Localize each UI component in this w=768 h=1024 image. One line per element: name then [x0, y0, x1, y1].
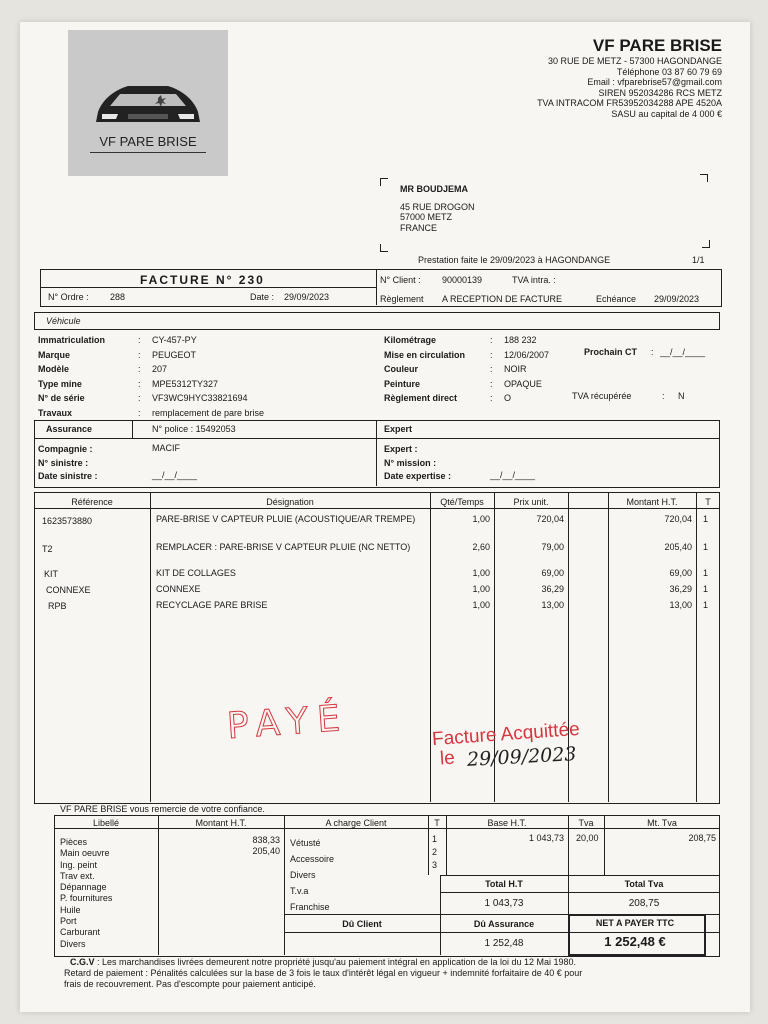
echeance-label: Echéance: [596, 294, 637, 304]
table-row-ref: T2: [42, 544, 53, 554]
t-item: 2: [432, 847, 438, 857]
table-row-ref: RPB: [48, 601, 67, 611]
company-name: VF PARE BRISE: [592, 36, 722, 55]
libelle-item: Huile: [60, 904, 81, 915]
total-ht-label: Total H.T: [485, 879, 523, 889]
header-amount: Montant H.T.: [626, 497, 678, 507]
logo-text: VF PARE BRISE: [99, 134, 197, 149]
mission-label: N° mission :: [384, 457, 437, 468]
du-assurance-label: Dû Assurance: [473, 919, 535, 929]
mec-value: 12/06/2007: [504, 349, 550, 360]
date-value: 29/09/2023: [284, 292, 330, 302]
ct-value: __/__/____: [660, 347, 706, 357]
address-corner-bl: [380, 244, 388, 252]
base-value: 1 043,73: [528, 833, 564, 843]
libelle-item: Ing. peint: [60, 859, 98, 870]
tva-recup-value: N: [678, 391, 685, 401]
police-value: N° police : 15492053: [152, 424, 236, 434]
du-assurance-value: 1 252,48: [484, 938, 524, 949]
assurance-label: Assurance: [46, 424, 93, 434]
total-tva-value: 208,75: [628, 898, 660, 909]
lines-table: [34, 492, 720, 804]
montant-header: Montant H.T.: [195, 818, 247, 828]
table-row-designation: RECYCLAGE PARE BRISE: [156, 600, 268, 610]
total-ht-value: 1 043,73: [484, 898, 524, 909]
table-row-designation: KIT DE COLLAGES: [156, 568, 236, 578]
address-corner-tr: [700, 174, 708, 182]
address-corner-tl: [380, 178, 388, 186]
header-qty: Qté/Temps: [440, 497, 484, 507]
client-city: 57000 METZ: [400, 212, 453, 222]
tva-recup-colon: :: [662, 391, 665, 401]
mt-tva: 208,75: [688, 833, 716, 843]
modele-label: Modèle: [38, 364, 70, 374]
table-row-unit-price: 13,00: [541, 600, 564, 610]
compagnie-value: MACIF: [152, 443, 180, 453]
vehicle-section-title: Véhicule: [46, 316, 81, 326]
immat-value: CY-457-PY: [152, 335, 197, 345]
table-row-amount: 205,40: [664, 542, 692, 552]
libelle-list: [60, 837, 112, 950]
colon: :: [138, 407, 141, 418]
colon: :: [490, 393, 493, 403]
peinture-value: OPAQUE: [504, 378, 542, 389]
vehicle-colons-left: [138, 333, 141, 420]
libelle-item: Pièces: [60, 837, 88, 847]
modele-value: 207: [152, 364, 168, 374]
client-address: [400, 184, 475, 233]
company-header: [537, 36, 722, 120]
travaux-value: remplacement de pare brise: [152, 407, 265, 418]
invoice-page: [20, 22, 750, 1012]
cgv-text-1: : Les marchandises livrées demeurent notre propriété jusqu'au paiement intégral en application de la loi du 12 Mai 1980.: [94, 957, 577, 967]
date-label: Date :: [250, 292, 275, 302]
totals-header-line: [54, 828, 720, 829]
col-divider-6: [696, 492, 697, 802]
base-header: Base H.T.: [487, 818, 527, 828]
net-value: 1 252,48 €: [604, 934, 666, 949]
col-divider-5: [608, 492, 609, 802]
couleur-value: NOIR: [504, 364, 527, 374]
client-name: MR BOUDJEMA: [400, 184, 469, 194]
invoice-title-underline: [40, 287, 376, 288]
table-row-unit-price: 36,29: [541, 584, 564, 594]
cgv-label: C.G.V: [70, 957, 95, 967]
client-country: FRANCE: [400, 222, 438, 233]
vehicle-labels-right: [384, 333, 465, 406]
company-logo: [68, 30, 228, 176]
table-row-ref: KIT: [44, 569, 59, 579]
tva-intra-label: TVA intra. :: [512, 275, 556, 285]
table-row-ref: CONNEXE: [46, 585, 91, 595]
vehicle-labels-left: [38, 333, 105, 420]
km-value: 188 232: [504, 335, 537, 345]
montant-item: 838,33: [252, 835, 280, 845]
car-icon: [88, 72, 208, 130]
charge-item: T.v.a: [290, 886, 309, 896]
thanks-line: VF PARE BRISE vous remercie de votre confiance.: [60, 804, 265, 814]
table-row-t: 1: [703, 584, 709, 594]
marque-value: PEUGEOT: [152, 349, 197, 360]
serie-value: VF3WC9HYC33821694: [152, 393, 248, 403]
tva-header: Tva: [578, 818, 594, 828]
libelle-item: P. fournitures: [60, 893, 113, 904]
libelle-header: Libellé: [92, 818, 120, 828]
paid-stamp: PAYÉ: [225, 697, 351, 748]
charge-item: Accessoire: [290, 854, 335, 864]
serie-label: N° de série: [38, 393, 85, 403]
table-row-amount: 720,04: [664, 514, 692, 524]
regl-direct-label: Règlement direct: [384, 393, 458, 403]
insurance-labels: [38, 443, 98, 484]
marque-label: Marque: [38, 349, 71, 360]
table-row-t: 1: [703, 600, 709, 610]
expert-label: Expert: [384, 424, 413, 434]
t-header: T: [434, 818, 440, 828]
address-corner-br: [702, 240, 710, 248]
travaux-label: Travaux: [38, 407, 73, 418]
ordre-label: N° Ordre :: [48, 292, 89, 302]
page-number: 1/1: [692, 255, 705, 265]
echeance-value: 29/09/2023: [654, 294, 700, 304]
t-list: [432, 833, 437, 872]
charge-list: [290, 835, 334, 915]
vehicle-colons-right: [490, 333, 493, 406]
compagnie-label: Compagnie :: [38, 444, 93, 454]
colon: :: [138, 349, 141, 360]
insurance-divider-b: [376, 420, 377, 486]
km-label: Kilométrage: [384, 335, 437, 345]
reglement-value: A RECEPTION DE FACTURE: [442, 294, 563, 304]
cgv-text-3: frais de recouvrement. Pas d'escompte pour paiement anticipé.: [64, 979, 316, 989]
table-row-qty: 1,00: [472, 584, 490, 594]
col-divider-2: [430, 492, 431, 802]
header-unit-price: Prix unit.: [513, 497, 549, 507]
charge-header: A charge Client: [325, 818, 387, 828]
date-expertise-label: Date expertise :: [384, 471, 452, 481]
table-row-unit-price: 69,00: [541, 568, 564, 578]
libelle-item: Main oeuvre: [60, 848, 110, 859]
tva-recup-label: TVA récupérée: [572, 391, 632, 401]
logo-underline: [90, 152, 206, 153]
table-row-t: 1: [703, 568, 709, 578]
company-email: Email : vfparebrise57@gmail.com: [587, 77, 722, 88]
t-item: 3: [432, 860, 438, 870]
immat-label: Immatriculation: [38, 335, 106, 345]
client-street: 45 RUE DROGON: [400, 201, 475, 212]
libelle-item: Carburant: [60, 927, 101, 938]
table-row-qty: 1,00: [472, 568, 490, 578]
table-row-designation: PARE-BRISE V CAPTEUR PLUIE (ACOUSTIQUE/AR TREMPE): [156, 514, 416, 524]
colon: :: [138, 393, 141, 403]
reglement-label: Règlement: [380, 294, 424, 304]
cgv-text-2: Retard de paiement : Pénalités calculées sur la base de 3 fois le taux d'intérêt légal en vigueur + indemnité forfaitaire de 40 € pour: [64, 968, 583, 978]
table-row-amount: 69,00: [669, 568, 692, 578]
handwritten-date: 29/09/2023: [466, 743, 578, 771]
table-row-t: 1: [703, 542, 709, 552]
colon: :: [138, 335, 141, 345]
date-sinistre-value: __/__/____: [152, 470, 198, 480]
ordre-value: 288: [110, 292, 126, 302]
charge-item: Divers: [290, 870, 316, 880]
table-row-qty: 2,60: [472, 542, 490, 552]
expert-labels: [384, 443, 451, 484]
vehicle-values-left: [152, 333, 264, 420]
ct-label: Prochain CT: [584, 347, 638, 357]
vehicle-values-right: [504, 333, 549, 406]
invoice-title: FACTURE N° 230: [140, 273, 265, 287]
insurance-box: [34, 420, 720, 488]
totals-divider-2: [284, 815, 285, 955]
table-row-unit-price: 79,00: [541, 542, 564, 552]
header-reference: Référence: [71, 497, 113, 507]
company-address: 30 RUE DE METZ - 57300 HAGONDANGE: [547, 56, 722, 66]
invoice-header-divider: [376, 269, 377, 305]
company-phone: Téléphone 03 87 60 79 69: [616, 66, 722, 77]
table-row-qty: 1,00: [472, 514, 490, 524]
table-row-amount: 13,00: [669, 600, 692, 610]
colon: :: [490, 335, 493, 345]
t-item: 1: [432, 834, 438, 844]
vehicle-section-header: [34, 312, 720, 330]
libelle-item: Divers: [60, 938, 86, 949]
table-row-designation: CONNEXE: [156, 584, 201, 594]
libelle-item: Trav ext.: [60, 870, 95, 881]
couleur-label: Couleur: [384, 364, 419, 374]
colon: :: [490, 378, 493, 389]
company-tva: TVA INTRACOM FR53952034288 APE 4520A: [537, 98, 722, 109]
client-no-value: 90000139: [442, 275, 483, 285]
client-no-label: N° Client :: [380, 275, 421, 285]
peinture-label: Peinture: [384, 378, 421, 389]
colon: :: [490, 349, 493, 360]
totals-line-a: [440, 875, 720, 876]
charge-item: Vétusté: [290, 838, 321, 848]
table-row-ref: 1623573880: [42, 516, 93, 526]
colon: :: [138, 378, 141, 389]
date-sinistre-label: Date sinistre :: [38, 471, 98, 481]
header-t: T: [705, 497, 711, 507]
net-label: NET A PAYER TTC: [595, 918, 675, 928]
libelle-item: Port: [60, 916, 77, 927]
table-row-amount: 36,29: [669, 584, 692, 594]
montant-list: [158, 835, 280, 857]
ct-colon: :: [651, 347, 654, 357]
table-row-unit-price: 720,04: [536, 514, 564, 524]
sinistre-label: N° sinistre :: [38, 457, 89, 468]
montant-item: 205,40: [252, 846, 280, 856]
totals-line-b: [440, 892, 720, 893]
company-capital: SASU au capital de 4 000 €: [611, 108, 722, 119]
du-client-label: Dû Client: [342, 919, 382, 929]
mttva-header: Mt. Tva: [647, 818, 677, 828]
libelle-item: Dépannage: [60, 882, 107, 893]
insurance-header-line: [34, 438, 720, 439]
table-row-designation: REMPLACER : PARE-BRISE V CAPTEUR PLUIE (NC NETTO): [156, 542, 411, 552]
regl-direct-value: O: [504, 393, 512, 403]
company-siren: SIREN 952034286 RCS METZ: [598, 87, 722, 98]
mec-label: Mise en circulation: [384, 349, 466, 360]
lines-header-line: [34, 508, 720, 509]
col-divider-1: [150, 492, 151, 802]
colon: :: [490, 364, 493, 374]
table-row-t: 1: [703, 514, 709, 524]
header-designation: Désignation: [266, 497, 314, 507]
prestation-line: Prestation faite le 29/09/2023 à HAGONDANGE: [418, 255, 611, 265]
tva-rate: 20,00: [576, 833, 599, 843]
colon: :: [138, 364, 141, 374]
cgv-block: [64, 957, 724, 990]
type-value: MPE5312TY327: [152, 378, 219, 389]
table-row-qty: 1,00: [472, 600, 490, 610]
acquittee-stamp: Facture Acquittée: [431, 718, 581, 751]
charge-item: Franchise: [290, 902, 330, 912]
acquittee-le: le: [439, 747, 456, 770]
insurance-divider-a: [132, 420, 133, 438]
expert2-label: Expert :: [384, 444, 418, 454]
date-expertise-value: __/__/____: [490, 470, 536, 480]
total-tva-label: Total Tva: [624, 879, 664, 889]
type-label: Type mine: [38, 378, 82, 389]
